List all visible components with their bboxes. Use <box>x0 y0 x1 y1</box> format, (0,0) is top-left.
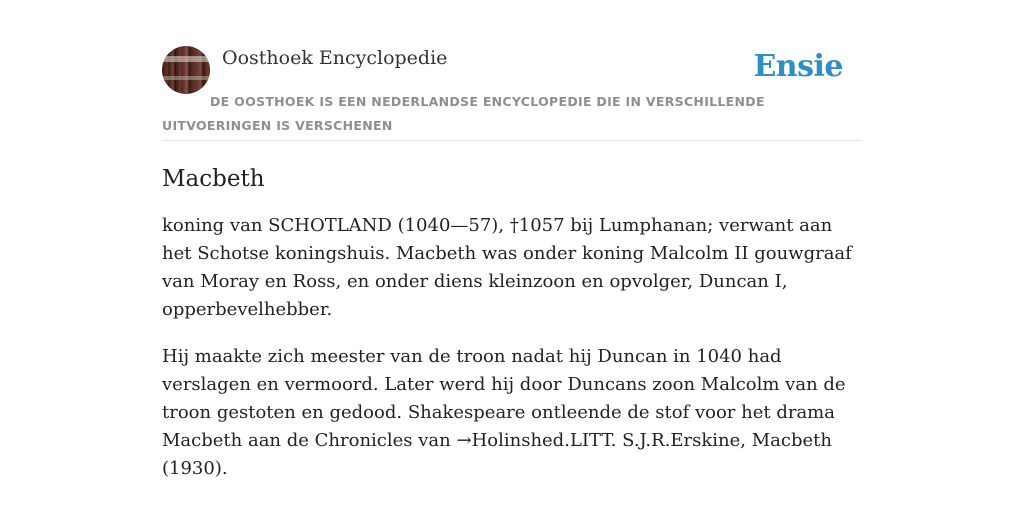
site-tagline: DE OOSTHOEK IS EEN NEDERLANDSE ENCYCLOPEDIE DIE IN VERSCHILLENDE UITVOERINGEN IS VERSCHENEN <box>162 94 765 133</box>
article-paragraph: koning van SCHOTLAND (1040—57), †1057 bij Lumphanan; verwant aan het Schotse koningshuis. Macbeth was onder koning Malcolm II gouwgraaf van Moray en Ross, en onder diens kleinzoon en opvolger, Duncan I, opperbevelhebber. <box>162 215 852 320</box>
site-header <box>162 46 862 141</box>
site-avatar[interactable] <box>162 46 210 94</box>
cross-reference-label: Holinshed <box>471 430 565 451</box>
paragraph-text: Hij maakte zich meester van de troon nadat hij Duncan in 1040 had verslagen en vermoord. Later werd hij door Duncans zoon Malcolm van de troon gestoten en gedood. Shakespeare ontleende de stof voor het drama Macbeth aan de Chronicles van <box>162 346 846 451</box>
site-title[interactable]: Oosthoek Encyclopedie <box>222 47 448 69</box>
brand-logo-link[interactable]: Ensie <box>753 49 843 84</box>
article <box>162 160 862 483</box>
arrow-right-icon: → <box>456 430 472 451</box>
article-title: Macbeth <box>162 166 265 192</box>
cross-reference-link[interactable] <box>456 430 564 451</box>
paragraph-text: .LITT. S.J.R.Erskine, Macbeth (1930). <box>162 430 832 479</box>
article-paragraph <box>162 343 862 483</box>
